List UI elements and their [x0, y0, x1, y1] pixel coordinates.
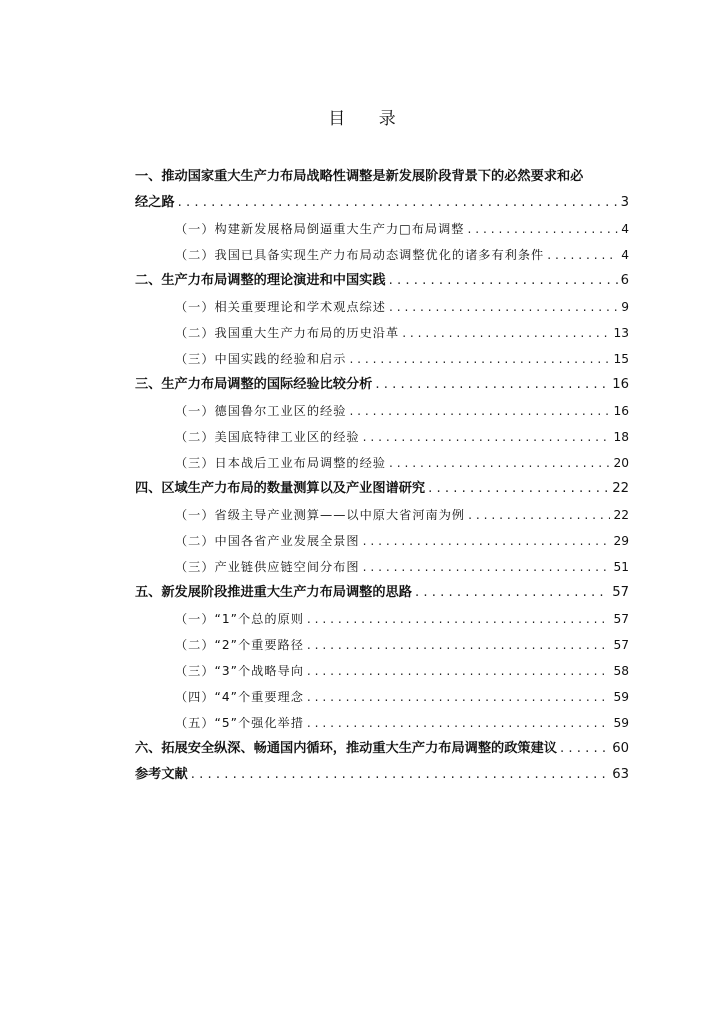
- toc-page-number: 13: [613, 326, 629, 340]
- toc-leader-dots: [307, 606, 611, 632]
- toc-leader-dots: [428, 476, 609, 502]
- toc-entry-title: （五）“5”个强化举措: [175, 716, 304, 730]
- toc-entry[interactable]: [135, 268, 629, 294]
- toc-page-number: 3: [620, 195, 629, 210]
- toc-entry[interactable]: [135, 320, 629, 346]
- toc-leader-dots: [363, 554, 611, 580]
- toc-page-number: 22: [612, 481, 629, 496]
- toc-entry[interactable]: [135, 554, 629, 580]
- toc-entry-title: （四）“4”个重要理念: [175, 690, 304, 704]
- toc-leader-dots: [415, 580, 609, 606]
- toc-entry[interactable]: [135, 606, 629, 632]
- toc-entry[interactable]: [135, 372, 629, 398]
- toc-page-number: 59: [613, 716, 629, 730]
- toc-leader-dots: [307, 684, 611, 710]
- toc-leader-dots: [307, 632, 611, 658]
- toc-entry[interactable]: [135, 762, 629, 788]
- toc-entry-title: 三、生产力布局调整的国际经验比较分析: [135, 377, 373, 392]
- toc-leader-dots: [363, 424, 611, 450]
- toc-entry[interactable]: [135, 450, 629, 476]
- toc-leader-dots: [402, 320, 610, 346]
- toc-page-number: 29: [613, 534, 629, 548]
- toc-entry-title: （二）我国已具备实现生产力布局动态调整优化的诸多有利条件: [175, 248, 545, 262]
- toc-page-number: 15: [613, 352, 629, 366]
- toc-entry-title: （二）我国重大生产力布局的历史沿革: [175, 326, 400, 340]
- toc-entry[interactable]: [135, 294, 629, 320]
- toc-entry[interactable]: [135, 190, 629, 216]
- toc-entry[interactable]: [135, 736, 629, 762]
- toc-entry-title: 经之路: [135, 195, 175, 210]
- toc-page-number: 60: [612, 741, 629, 756]
- toc-entry-title: 六、拓展安全纵深、畅通国内循环，推动重大生产力布局调整的政策建议: [135, 741, 557, 756]
- toc-page-number: 20: [613, 456, 629, 470]
- toc-leader-dots: [178, 190, 618, 216]
- toc-leader-dots: [468, 502, 610, 528]
- toc-leader-dots: [560, 736, 609, 762]
- toc-leader-dots: [389, 268, 618, 294]
- toc-entry-title: （一）德国鲁尔工业区的经验: [175, 404, 347, 418]
- toc-page-number: 51: [613, 560, 629, 574]
- toc-leader-dots: [363, 528, 611, 554]
- toc-leader-dots: [389, 450, 610, 476]
- toc-entry-title: （二）中国各省产业发展全景图: [175, 534, 360, 548]
- toc-leader-dots: [307, 658, 611, 684]
- toc-page-number: 6: [620, 273, 629, 288]
- toc-entry-title: （三）“3”个战略导向: [175, 664, 304, 678]
- toc-page-number: 58: [613, 664, 629, 678]
- toc-entry-title: （一）“1”个总的原则: [175, 612, 304, 626]
- toc-entry-title: （二）“2”个重要路径: [175, 638, 304, 652]
- toc-entry-1-line-1[interactable]: 一、推动国家重大生产力布局战略性调整是新发展阶段背景下的必然要求和必: [135, 169, 584, 184]
- toc-page-number: 16: [612, 377, 629, 392]
- toc-page-number: 57: [613, 638, 629, 652]
- toc-leader-dots: [349, 346, 610, 372]
- toc-entry[interactable]: [135, 658, 629, 684]
- toc-entry[interactable]: [135, 632, 629, 658]
- toc-entry-title: 五、新发展阶段推进重大生产力布局调整的思路: [135, 585, 412, 600]
- toc-entry[interactable]: [135, 424, 629, 450]
- toc-entry-title: 二、生产力布局调整的理论演进和中国实践: [135, 273, 386, 288]
- toc-leader-dots: [307, 710, 611, 736]
- toc-entry[interactable]: [135, 242, 629, 268]
- toc-entry-title: 四、区域生产力布局的数量测算以及产业图谱研究: [135, 481, 426, 496]
- toc-entry-title: （三）日本战后工业布局调整的经验: [175, 456, 386, 470]
- toc-title: 目 录: [328, 109, 410, 129]
- toc-entry[interactable]: [135, 528, 629, 554]
- toc-page-number: 9: [621, 300, 629, 314]
- toc-leader-dots: [467, 216, 618, 242]
- toc-leader-dots: [191, 762, 609, 788]
- toc-leader-dots: [349, 398, 610, 424]
- toc-entry[interactable]: [135, 710, 629, 736]
- toc-page-number: 59: [613, 690, 629, 704]
- toc-entry[interactable]: [135, 216, 629, 242]
- toc-entry-title: （一）相关重要理论和学术观点综述: [175, 300, 386, 314]
- toc-leader-dots: [547, 242, 618, 268]
- toc-page-number: 18: [613, 430, 629, 444]
- table-of-contents: [135, 164, 629, 788]
- toc-entry[interactable]: [135, 684, 629, 710]
- toc-entry[interactable]: [135, 580, 629, 606]
- toc-page-number: 16: [613, 404, 629, 418]
- toc-entry[interactable]: [135, 346, 629, 372]
- toc-entry-title: 参考文献: [135, 767, 188, 782]
- toc-page-number: 4: [621, 248, 629, 262]
- toc-entry-title: （三）中国实践的经验和启示: [175, 352, 347, 366]
- toc-entry-title: （一）构建新发展格局倒逼重大生产力□布局调整: [175, 222, 465, 236]
- toc-page-number: 4: [621, 222, 629, 236]
- toc-page-number: 22: [613, 508, 629, 522]
- toc-page-number: 63: [612, 767, 629, 782]
- toc-leader-dots: [375, 372, 609, 398]
- toc-entry[interactable]: [135, 476, 629, 502]
- toc-leader-dots: [389, 294, 618, 320]
- toc-entry-title: （一）省级主导产业测算——以中原大省河南为例: [175, 508, 466, 522]
- toc-entry-title: （三）产业链供应链空间分布图: [175, 560, 360, 574]
- toc-page-number: 57: [613, 612, 629, 626]
- toc-entry[interactable]: [135, 398, 629, 424]
- toc-page-number: 57: [612, 585, 629, 600]
- toc-entry[interactable]: [135, 502, 629, 528]
- toc-entry-title: （二）美国底特律工业区的经验: [175, 430, 360, 444]
